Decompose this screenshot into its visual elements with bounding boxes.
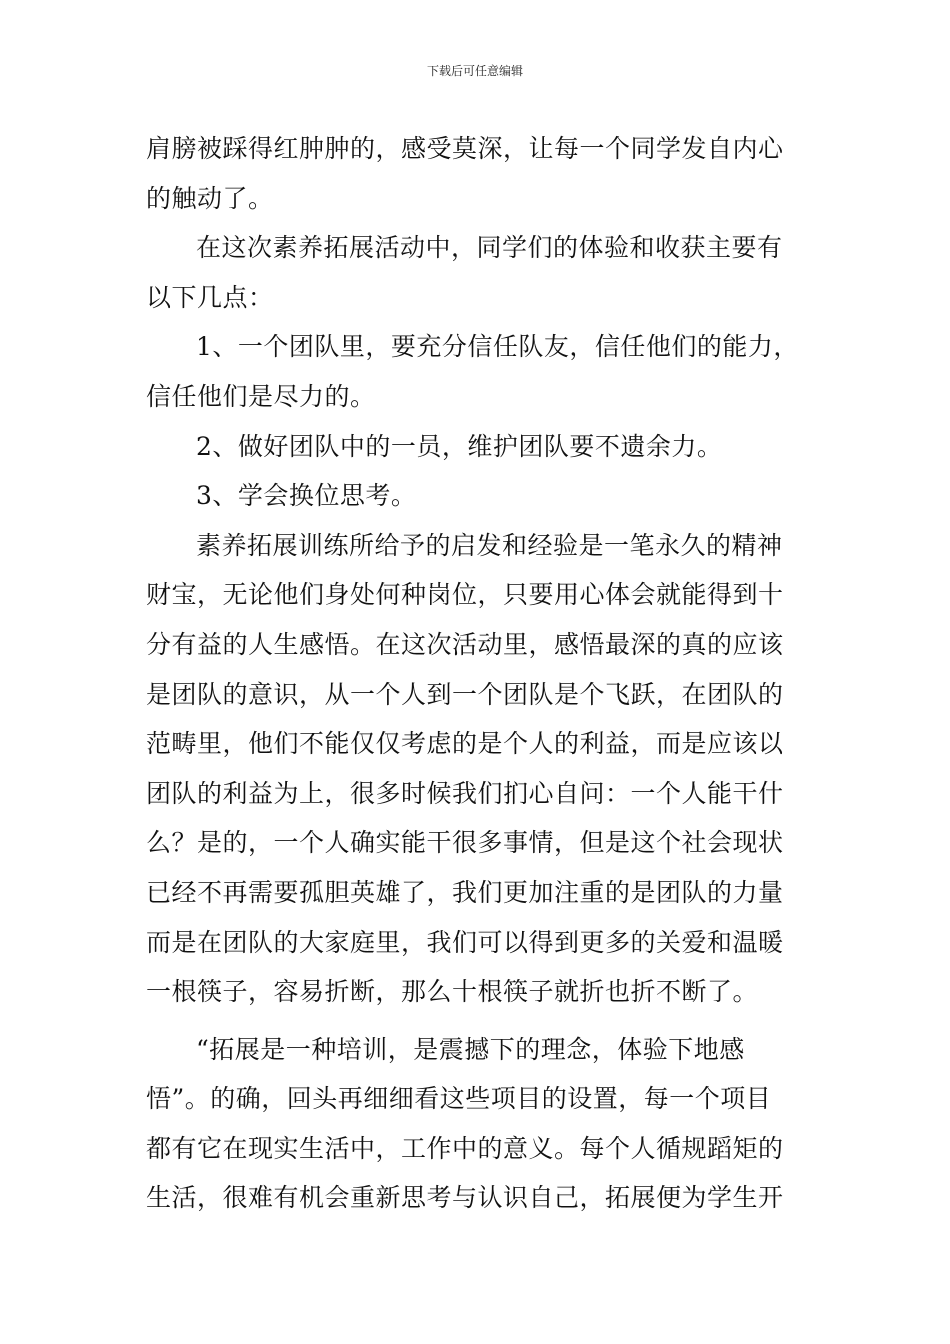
text-line: 团队的利益为上，很多时候我们扪心自问：一个人能干什 — [146, 778, 784, 808]
list-item-2: 2、做好团队中的一员，维护团队要不遗余力。 — [196, 431, 723, 461]
text-line: 已经不再需要孤胆英雄了，我们更加注重的是团队的力量 — [146, 877, 784, 907]
text-line: 范畴里，他们不能仅仅考虑的是个人的利益，而是应该以 — [146, 729, 784, 759]
paragraph-gap — [146, 1017, 810, 1025]
text-line: 信任他们是尽力的。 — [146, 381, 376, 411]
text-line: 生活，很难有机会重新思考与认识自己，拓展便为学生开 — [146, 1183, 784, 1213]
text-line: 而是在团队的大家庭里，我们可以得到更多的关爱和温暖 — [146, 927, 784, 957]
text-line: 么？是的，一个人确实能干很多事情，但是这个社会现状 — [146, 828, 784, 858]
text-line: 都有它在现实生活中，工作中的意义。每个人循规蹈矩的 — [146, 1133, 784, 1163]
text-line: 在这次素养拓展活动中，同学们的体验和收获主要有 — [196, 233, 783, 263]
text-line: 一根筷子，容易折断，那么十根筷子就折也折不断了。 — [146, 977, 759, 1007]
text-line: 以下几点： — [146, 282, 274, 312]
text-line: 财宝，无论他们身处何种岗位，只要用心体会就能得到十 — [146, 580, 784, 610]
list-item-1: 1、一个团队里，要充分信任队友，信任他们的能力， — [196, 332, 799, 362]
text-line: 素养拓展训练所给予的启发和经验是一笔永久的精神 — [196, 530, 783, 560]
text-line: 分有益的人生感悟。在这次活动里，感悟最深的真的应该 — [146, 629, 784, 659]
text-line: 的触动了。 — [146, 183, 274, 213]
quote-line: “拓展是一种培训，是震撼下的理念，体验下地感 — [196, 1034, 745, 1064]
text-line: 是团队的意识，从一个人到一个团队是个飞跃，在团队的 — [146, 679, 784, 709]
text-line: 肩膀被踩得红肿肿的，感受莫深，让每一个同学发自内心 — [146, 134, 784, 163]
text-line: 悟”。的确，回头再细细看这些项目的设置，每一个项目 — [146, 1084, 772, 1114]
page-header: 下载后可任意编辑 — [426, 64, 523, 78]
list-item-3: 3、学会换位思考。 — [196, 481, 417, 511]
document-body — [146, 124, 810, 1223]
